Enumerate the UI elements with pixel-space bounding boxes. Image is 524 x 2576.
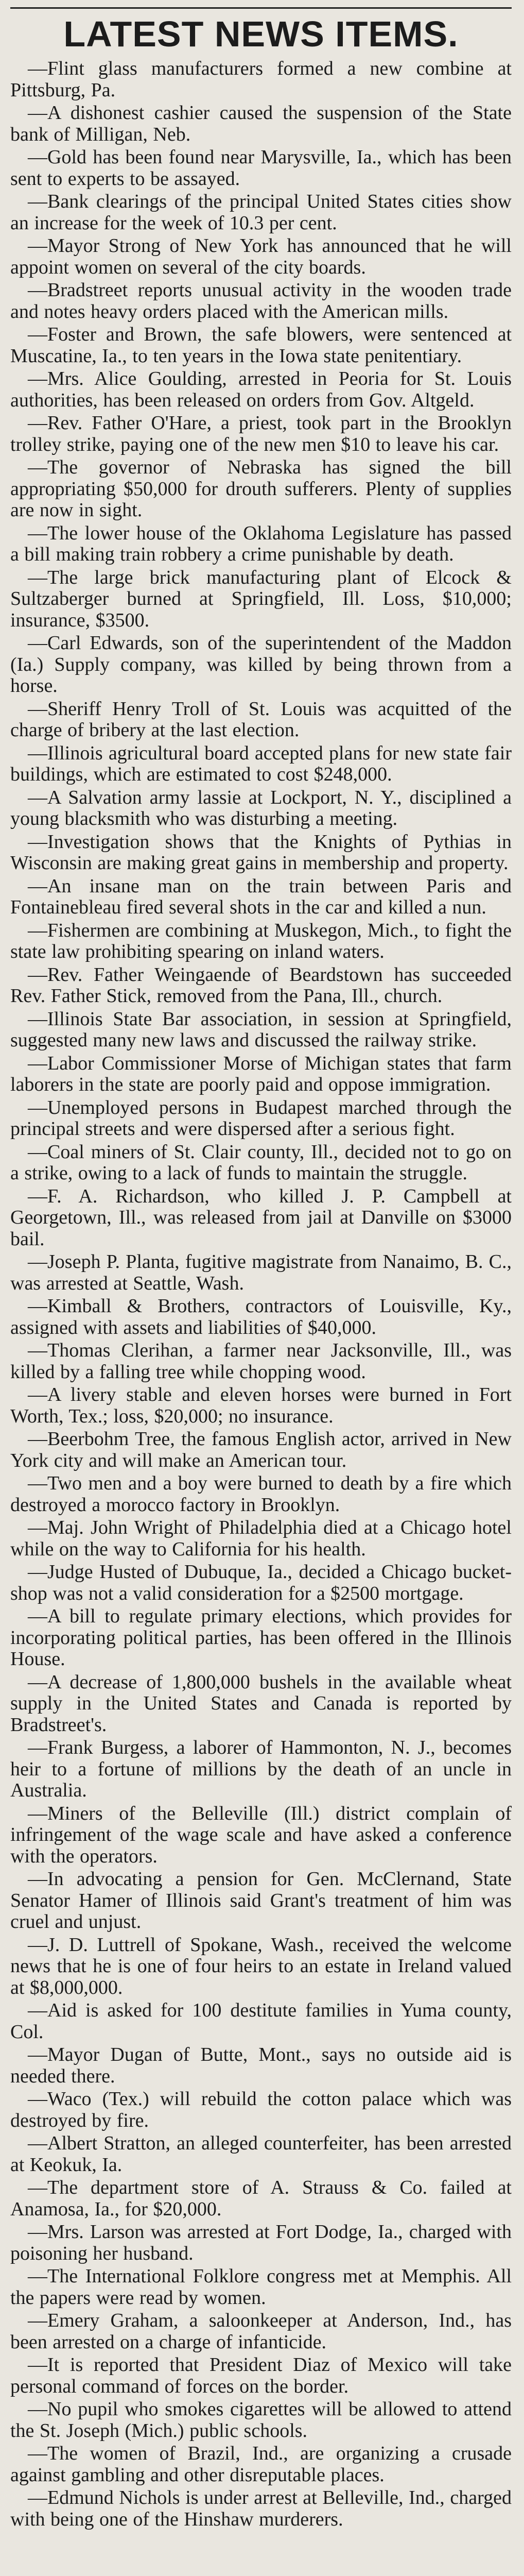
news-item: —Gold has been found near Marysville, Ia., which has been sent to experts to be assayed. bbox=[10, 146, 512, 190]
news-item: —A decrease of 1,800,000 bushels in the available wheat supply in the United States and Canada is reported by Bradstreet's. bbox=[10, 1671, 512, 1736]
news-item: —Sheriff Henry Troll of St. Louis was acquitted of the charge of bribery at the last election. bbox=[10, 698, 512, 741]
news-item: —The large brick manufacturing plant of Elcock & Sultzaberger burned at Springfield, Ill. Loss, $10,000; insurance, $3500. bbox=[10, 566, 512, 631]
news-item: —Mayor Dugan of Butte, Mont., says no outside aid is needed there. bbox=[10, 2044, 512, 2087]
news-item: —J. D. Luttrell of Spokane, Wash., received the welcome news that he is one of four heirs to an estate in Ireland valued at $8,000,000. bbox=[10, 1934, 512, 1998]
news-item: —Unemployed persons in Budapest marched through the principal streets and were dispersed after a serious fight. bbox=[10, 1096, 512, 1140]
news-item: —Aid is asked for 100 destitute families in Yuma county, Col. bbox=[10, 1999, 512, 2043]
news-item: —No pupil who smokes cigarettes will be allowed to attend the St. Joseph (Mich.) public schools. bbox=[10, 2398, 512, 2442]
news-item: —Investigation shows that the Knights of Pythias in Wisconsin are making great gains in membership and property. bbox=[10, 831, 512, 874]
news-item: —The department store of A. Strauss & Co. failed at Anamosa, Ia., for $20,000. bbox=[10, 2177, 512, 2220]
news-item: —Two men and a boy were burned to death by a fire which destroyed a morocco factory in Brooklyn. bbox=[10, 1472, 512, 1516]
news-item: —Judge Husted of Dubuque, Ia., decided a Chicago bucket-shop was not a valid consideration for a $2500 mortgage. bbox=[10, 1561, 512, 1604]
news-items-list bbox=[10, 58, 512, 2530]
news-item: —Foster and Brown, the safe blowers, were sentenced at Muscatine, Ia., to ten years in the Iowa state penitentiary. bbox=[10, 324, 512, 367]
news-item: —Edmund Nichols is under arrest at Belleville, Ind., charged with being one of the Hinshaw murderers. bbox=[10, 2487, 512, 2530]
news-item: —A livery stable and eleven horses were burned in Fort Worth, Tex.; loss, $20,000; no insurance. bbox=[10, 1384, 512, 1427]
news-item: —Beerbohm Tree, the famous English actor, arrived in New York city and will make an American tour. bbox=[10, 1428, 512, 1471]
news-item: —A Salvation army lassie at Lockport, N. Y., disciplined a young blacksmith who was disturbing a meeting. bbox=[10, 786, 512, 829]
news-item: —Flint glass manufacturers formed a new combine at Pittsburg, Pa. bbox=[10, 58, 512, 101]
news-item: —The International Folklore congress met at Memphis. All the papers were read by women. bbox=[10, 2265, 512, 2309]
news-item: —The women of Brazil, Ind., are organizing a crusade against gambling and other disreputable places. bbox=[10, 2443, 512, 2486]
news-item: —Emery Graham, a saloonkeeper at Anderson, Ind., has been arrested on a charge of infanticide. bbox=[10, 2310, 512, 2353]
news-item: —Joseph P. Planta, fugitive magistrate from Nanaimo, B. C., was arrested at Seattle, Wash. bbox=[10, 1251, 512, 1294]
news-item: —The lower house of the Oklahoma Legislature has passed a bill making train robbery a crime punishable by death. bbox=[10, 522, 512, 565]
news-item: —Mayor Strong of New York has announced that he will appoint women on several of the city boards. bbox=[10, 235, 512, 278]
news-item: —Miners of the Belleville (Ill.) district complain of infringement of the wage scale and have asked a conference with the operators. bbox=[10, 1802, 512, 1867]
news-item: —Frank Burgess, a laborer of Hammonton, N. J., becomes heir to a fortune of millions by the death of an uncle in Australia. bbox=[10, 1737, 512, 1801]
news-item: —A bill to regulate primary elections, which provides for incorporating political parties, has been offered in the Illinois House. bbox=[10, 1605, 512, 1670]
news-item: —Rev. Father O'Hare, a priest, took part in the Brooklyn trolley strike, paying one of the new men $10 to leave his car. bbox=[10, 412, 512, 455]
news-item: —Bank clearings of the principal United States cities show an increase for the week of 10.3 per cent. bbox=[10, 191, 512, 234]
news-item: —F. A. Richardson, who killed J. P. Campbell at Georgetown, Ill., was released from jail at Danville on $3000 bail. bbox=[10, 1185, 512, 1250]
news-item: —The governor of Nebraska has signed the bill appropriating $50,000 for drouth sufferers. Plenty of supplies are now in sight. bbox=[10, 456, 512, 521]
news-item: —Bradstreet reports unusual activity in the wooden trade and notes heavy orders placed with the American mills. bbox=[10, 279, 512, 323]
news-item: —Waco (Tex.) will rebuild the cotton palace which was destroyed by fire. bbox=[10, 2088, 512, 2131]
news-item: —Maj. John Wright of Philadelphia died at a Chicago hotel while on the way to California for his health. bbox=[10, 1517, 512, 1560]
news-item: —Mrs. Alice Goulding, arrested in Peoria for St. Louis authorities, has been released on orders from Gov. Altgeld. bbox=[10, 368, 512, 411]
headline: LATEST NEWS ITEMS. bbox=[63, 14, 459, 54]
news-item: —Mrs. Larson was arrested at Fort Dodge, Ia., charged with poisoning her husband. bbox=[10, 2221, 512, 2264]
news-item: —Kimball & Brothers, contractors of Louisville, Ky., assigned with assets and liabilities of $40,000. bbox=[10, 1295, 512, 1338]
news-item: —A dishonest cashier caused the suspension of the State bank of Milligan, Neb. bbox=[10, 102, 512, 145]
news-item: —Rev. Father Weingaende of Beardstown has succeeded Rev. Father Stick, removed from the Pana, Ill., church. bbox=[10, 963, 512, 1007]
news-item: —Thomas Clerihan, a farmer near Jacksonville, Ill., was killed by a falling tree while chopping wood. bbox=[10, 1340, 512, 1383]
news-item: —In advocating a pension for Gen. McClernand, State Senator Hamer of Illinois said Grant's treatment of him was cruel and unjust. bbox=[10, 1868, 512, 1933]
news-item: —It is reported that President Diaz of Mexico will take personal command of forces on the border. bbox=[10, 2354, 512, 2397]
news-item: —Coal miners of St. Clair county, Ill., decided not to go on a strike, owing to a lack of funds to maintain the struggle. bbox=[10, 1141, 512, 1184]
top-rule bbox=[10, 7, 512, 9]
news-item: —Albert Stratton, an alleged counterfeiter, has been arrested at Keokuk, Ia. bbox=[10, 2132, 512, 2176]
news-item: —Labor Commissioner Morse of Michigan states that farm laborers in the state are poorly paid and oppose immigration. bbox=[10, 1052, 512, 1095]
news-item: —Illinois State Bar association, in session at Springfield, suggested many new laws and discussed the railway strike. bbox=[10, 1008, 512, 1051]
news-item: —An insane man on the train between Paris and Fontainebleau fired several shots in the car and killed a nun. bbox=[10, 875, 512, 918]
news-item: —Carl Edwards, son of the superintendent of the Maddon (Ia.) Supply company, was killed by being thrown from a horse. bbox=[10, 632, 512, 697]
news-item: —Fishermen are combining at Muskegon, Mich., to fight the state law prohibiting spearing on inland waters. bbox=[10, 919, 512, 962]
news-item: —Illinois agricultural board accepted plans for new state fair buildings, which are estimated to cost $248,000. bbox=[10, 742, 512, 785]
